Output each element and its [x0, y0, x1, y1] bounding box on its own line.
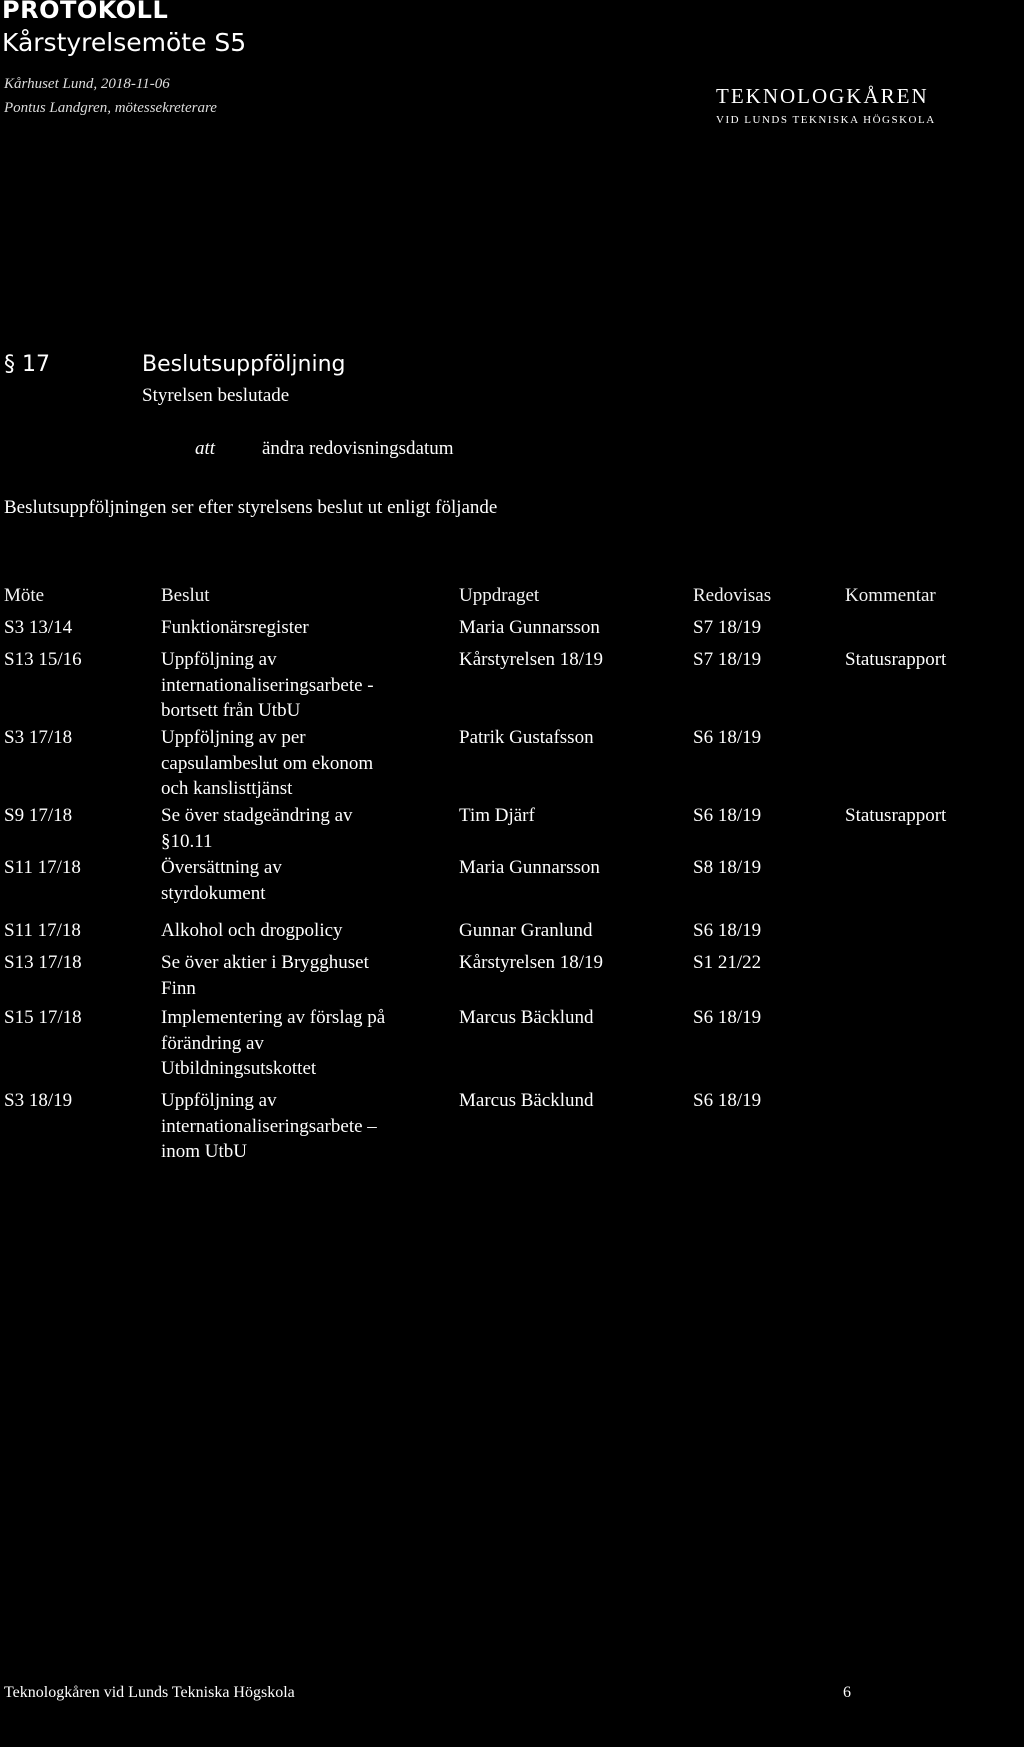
cell-beslut-line: styrdokument — [161, 882, 266, 904]
cell-redovisas: S6 18/19 — [693, 1090, 762, 1111]
cell-beslut-line: Utbildningsutskottet — [161, 1058, 317, 1080]
cell-mote: S13 15/16 — [4, 649, 82, 670]
meeting-secretary: Pontus Landgren, mötessekreterare — [4, 100, 217, 116]
cell-uppdraget: Maria Gunnarsson — [459, 857, 600, 878]
cell-beslut-line: Se över stadgeändring av — [161, 805, 353, 826]
cell-redovisas: S6 18/19 — [693, 727, 762, 748]
cell-beslut — [161, 647, 374, 724]
cell-redovisas: S1 21/22 — [693, 952, 762, 973]
column-header-kommentar: Kommentar — [845, 585, 936, 606]
cell-redovisas: S6 18/19 — [693, 1007, 762, 1028]
document-type: PROTOKOLL — [2, 0, 169, 24]
cell-uppdraget: Maria Gunnarsson — [459, 617, 600, 638]
cell-beslut-line: Uppföljning av — [161, 1090, 277, 1111]
column-header-redovisas: Redovisas — [693, 585, 772, 606]
cell-beslut-line: Se över aktier i Brygghuset — [161, 952, 369, 973]
cell-mote: S3 18/19 — [4, 1090, 73, 1111]
cell-beslut — [161, 803, 353, 854]
att-clause-keyword: att — [195, 438, 216, 459]
cell-uppdraget: Gunnar Granlund — [459, 920, 593, 941]
cell-beslut — [161, 615, 309, 641]
cell-beslut-line: bortsett från UtbU — [161, 700, 301, 722]
document-title: Kårstyrelsemöte S5 — [2, 28, 247, 57]
cell-beslut-line: Finn — [161, 977, 196, 999]
cell-mote: S11 17/18 — [4, 857, 81, 878]
cell-beslut — [161, 1005, 385, 1082]
cell-beslut — [161, 855, 282, 906]
cell-uppdraget: Patrik Gustafsson — [459, 727, 594, 748]
cell-beslut-line: internationaliseringsarbete – — [161, 1115, 377, 1137]
cell-uppdraget: Marcus Bäcklund — [459, 1007, 594, 1028]
page-number: 6 — [843, 1684, 851, 1701]
cell-beslut-line: inom UtbU — [161, 1141, 248, 1163]
cell-beslut-line: capsulambeslut om ekonom — [161, 752, 374, 774]
column-header-uppdraget: Uppdraget — [459, 585, 540, 606]
cell-redovisas: S6 18/19 — [693, 805, 762, 826]
cell-beslut-line: Alkohol och drogpolicy — [161, 920, 343, 941]
cell-beslut — [161, 1088, 377, 1165]
cell-beslut — [161, 725, 373, 802]
cell-redovisas: S7 18/19 — [693, 649, 762, 670]
cell-mote: S3 17/18 — [4, 727, 73, 748]
cell-beslut-line: Uppföljning av — [161, 649, 277, 670]
cell-redovisas: S7 18/19 — [693, 617, 762, 638]
column-header-beslut: Beslut — [161, 585, 210, 606]
cell-beslut — [161, 918, 343, 944]
cell-mote: S13 17/18 — [4, 952, 82, 973]
att-clause-text: ändra redovisningsdatum — [262, 438, 454, 459]
cell-mote: S9 17/18 — [4, 805, 73, 826]
cell-beslut-line: internationaliseringsarbete - — [161, 674, 374, 696]
cell-beslut-line: och kanslisttjänst — [161, 778, 293, 800]
table-intro-text: Beslutsuppföljningen ser efter styrelsens beslut ut enligt följande — [4, 497, 498, 518]
column-header-mote: Möte — [4, 585, 45, 606]
cell-beslut-line: Implementering av förslag på — [161, 1007, 386, 1028]
cell-uppdraget: Marcus Bäcklund — [459, 1090, 594, 1111]
cell-mote: S3 13/14 — [4, 617, 73, 638]
cell-mote: S11 17/18 — [4, 920, 81, 941]
cell-kommentar: Statusrapport — [845, 805, 947, 826]
cell-beslut-line: §10.11 — [161, 830, 213, 852]
cell-redovisas: S6 18/19 — [693, 920, 762, 941]
cell-mote: S15 17/18 — [4, 1007, 82, 1028]
cell-beslut-line: förändring av — [161, 1032, 264, 1054]
organization-logo-subtitle: VID LUNDS TEKNISKA HÖGSKOLA — [716, 114, 936, 126]
footer-organization: Teknologkåren vid Lunds Tekniska Högskola — [4, 1684, 295, 1701]
cell-kommentar: Statusrapport — [845, 649, 947, 670]
section-number: § 17 — [4, 352, 50, 377]
organization-logo-name: TEKNOLOGKÅREN — [716, 84, 929, 108]
cell-redovisas: S8 18/19 — [693, 857, 762, 878]
cell-beslut-line: Funktionärsregister — [161, 617, 309, 638]
cell-beslut-line: Uppföljning av per — [161, 727, 306, 748]
cell-uppdraget: Kårstyrelsen 18/19 — [459, 952, 604, 973]
meeting-place-date: Kårhuset Lund, 2018-11-06 — [4, 76, 170, 92]
cell-uppdraget: Kårstyrelsen 18/19 — [459, 649, 604, 670]
board-decided-text: Styrelsen beslutade — [142, 385, 290, 406]
cell-beslut-line: Översättning av — [161, 857, 282, 878]
cell-beslut — [161, 950, 369, 1001]
cell-uppdraget: Tim Djärf — [459, 805, 535, 826]
section-title: Beslutsuppföljning — [142, 352, 346, 377]
